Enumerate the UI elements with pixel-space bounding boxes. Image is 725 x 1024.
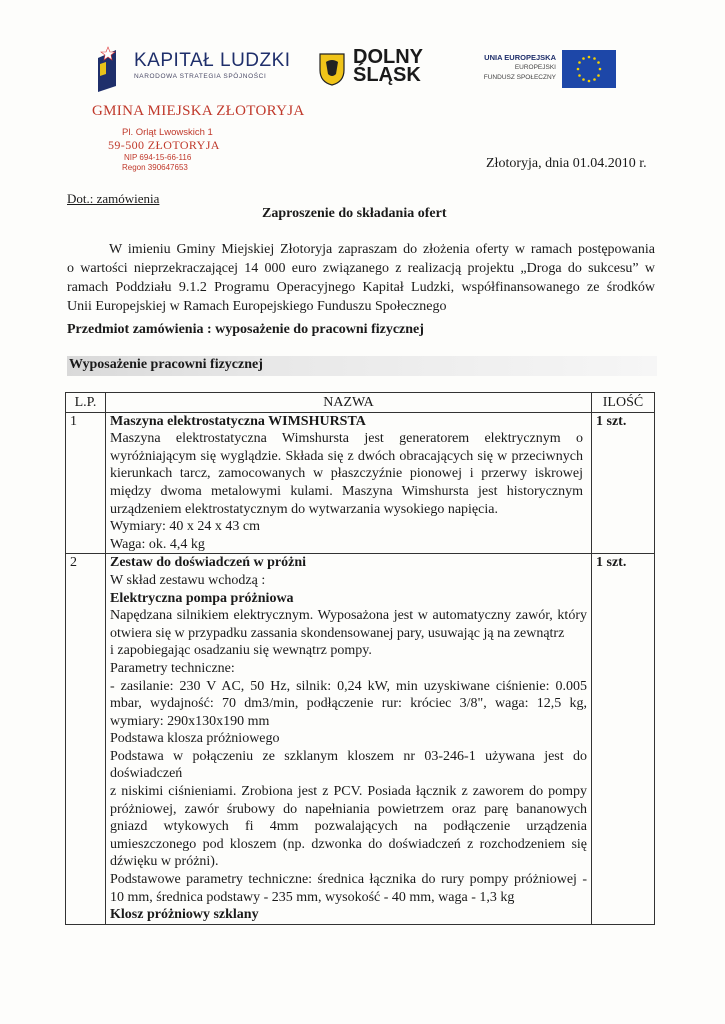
item-description: Maszyna elektrostatyczna Wimshursta jest generatorem elektrycznym o wyróżniającym się wyglądzie. Składa się z dwóch obracających się w przeciwnych kierunkach tarcz, zamocowanych w płaszczyźnie pionowej i przerwy iskrowej między dwoma metalowymi kulami. Maszyna Wimshursta jest historycznym urządzeniem elektrostatycznym do wytwarzania wysokiego napięcia. — [110, 431, 583, 517]
intro-line: ramach Poddziału 9.1.2 Programu Operacyjnego Kapitał Ludzki, współfinansowanego ze środków — [67, 280, 655, 295]
kapital-ludzki-logo-icon — [94, 44, 122, 94]
header-qty: ILOŚĆ — [592, 393, 655, 413]
row-lp: 1 — [66, 412, 106, 554]
row-description — [106, 554, 592, 924]
pump-description: Napędzana silnikiem elektrycznym. Wyposażona jest w automatyczny zawór, który otwiera się w przypadku zassania skondensowanej pary, usuwając ją na zewnątrz — [110, 608, 587, 641]
items-table — [65, 392, 655, 925]
item-title: Zestaw do doświadczeń w próżni — [110, 555, 307, 571]
stamp-line-name: GMINA MIEJSKA ZŁOTORYJA — [92, 103, 305, 119]
pump-title: Elektryczna pompa próżniowa — [110, 590, 294, 606]
row-qty: 1 szt. — [592, 412, 655, 554]
eu-label-line1: UNIA EUROPEJSKA — [484, 53, 556, 62]
document-title: Zaproszenie do składania ofert — [262, 206, 447, 221]
date-line: Złotoryja, dnia 01.04.2010 r. — [486, 156, 647, 171]
kapital-ludzki-subtitle: NARODOWA STRATEGIA SPÓJNOŚCI — [134, 73, 267, 80]
intro-paragraph — [67, 240, 655, 316]
item-title: Maszyna elektrostatyczna WIMSHURSTA — [110, 413, 366, 429]
subject-reference: Dot.: zamówienia — [67, 191, 160, 206]
base-description: Podstawa w połączeniu ze szklanym kloszem nr 03-246-1 używana jest do doświadczeń — [110, 748, 587, 782]
table-header-row — [66, 393, 655, 413]
set-contents-line: W skład zestawu wchodzą : — [110, 572, 266, 588]
intro-line: W imieniu Gminy Miejskiej Złotoryja zapraszam do złożenia oferty w ramach postępowania — [109, 242, 655, 257]
row-qty: 1 szt. — [592, 554, 655, 924]
pump-params: - zasilanie: 230 V AC, 50 Hz, silnik: 0,24 kW, min uzyskiwane ciśnienie: 0.005 mbar, wydajność: 70 dm3/min, podłączenie rur: króciec 3/8", waga: 12,5 kg, wymiary: 290x130x190 mm — [110, 678, 587, 729]
stamp-line-regon: Regon 390647653 — [122, 163, 188, 172]
dolny-slask-line2: ŚLĄSK — [353, 64, 421, 86]
base-params: Podstawowe parametry techniczne: średnica łącznika do rury pompy próżniowej - 10 mm, średnica podstawy - 235 mm, wysokość - 40 mm, waga - 1,3 kg — [110, 872, 587, 905]
pump-description-cont: i zapobiegając osadzaniu się wewnątrz pompy. — [110, 643, 372, 659]
stamp-line-nip: NIP 694-15-66-116 — [124, 153, 192, 162]
dolny-slask-line1: DOLNY — [353, 46, 423, 68]
table-row — [66, 412, 655, 554]
intro-line: Unii Europejskiej w Ramach Europejskiego Funduszu Społecznego — [67, 299, 447, 314]
row-description — [106, 412, 592, 554]
header-lp: L.P. — [66, 393, 106, 413]
dolny-slask-crest-icon — [318, 52, 346, 86]
pump-params-label: Parametry techniczne: — [110, 660, 235, 676]
stamp-line-city: 59-500 ZŁOTORYJA — [108, 138, 220, 152]
intro-line: o wartości nieprzekraczającej 14 000 euro związanego z realizacją projektu „Droga do sukcesu” w — [67, 261, 655, 276]
eu-flag-icon — [562, 50, 616, 88]
header-name: NAZWA — [106, 393, 592, 413]
eu-label-line2: EUROPEJSKI — [514, 64, 556, 71]
order-subject: Przedmiot zamówienia : wyposażenie do pracowni fizycznej — [67, 322, 424, 337]
row-lp: 2 — [66, 554, 106, 924]
eu-label-line3: FUNDUSZ SPOŁECZNY — [483, 74, 556, 81]
item-weight: Waga: ok. 4,4 kg — [110, 536, 205, 552]
bell-title: Klosz próżniowy szklany — [110, 907, 259, 923]
table-row — [66, 554, 655, 924]
stamp-line-address: Pl. Orląt Lwowskich 1 — [122, 127, 213, 138]
item-dimensions: Wymiary: 40 x 24 x 43 cm — [110, 519, 261, 535]
base-title: Podstawa klosza próżniowego — [110, 731, 280, 747]
kapital-ludzki-title: KAPITAŁ LUDZKI — [134, 50, 291, 71]
section-heading: Wyposażenie pracowni fizycznej — [69, 357, 263, 372]
base-description-cont: z niskimi ciśnieniami. Zrobiona jest z PCV. Posiada łącznik z zaworem do pompy próżniowej, zawór śrubowy do napełniania powietrzem oraz parę bananowych gniazd wtykowych fi 4mm pozwalających na podłączenie urządzenia umieszczonego pod kloszem (np. dzwonka do doświadczeń z rozchodzeniem się dźwięku w próżni). — [110, 784, 587, 870]
